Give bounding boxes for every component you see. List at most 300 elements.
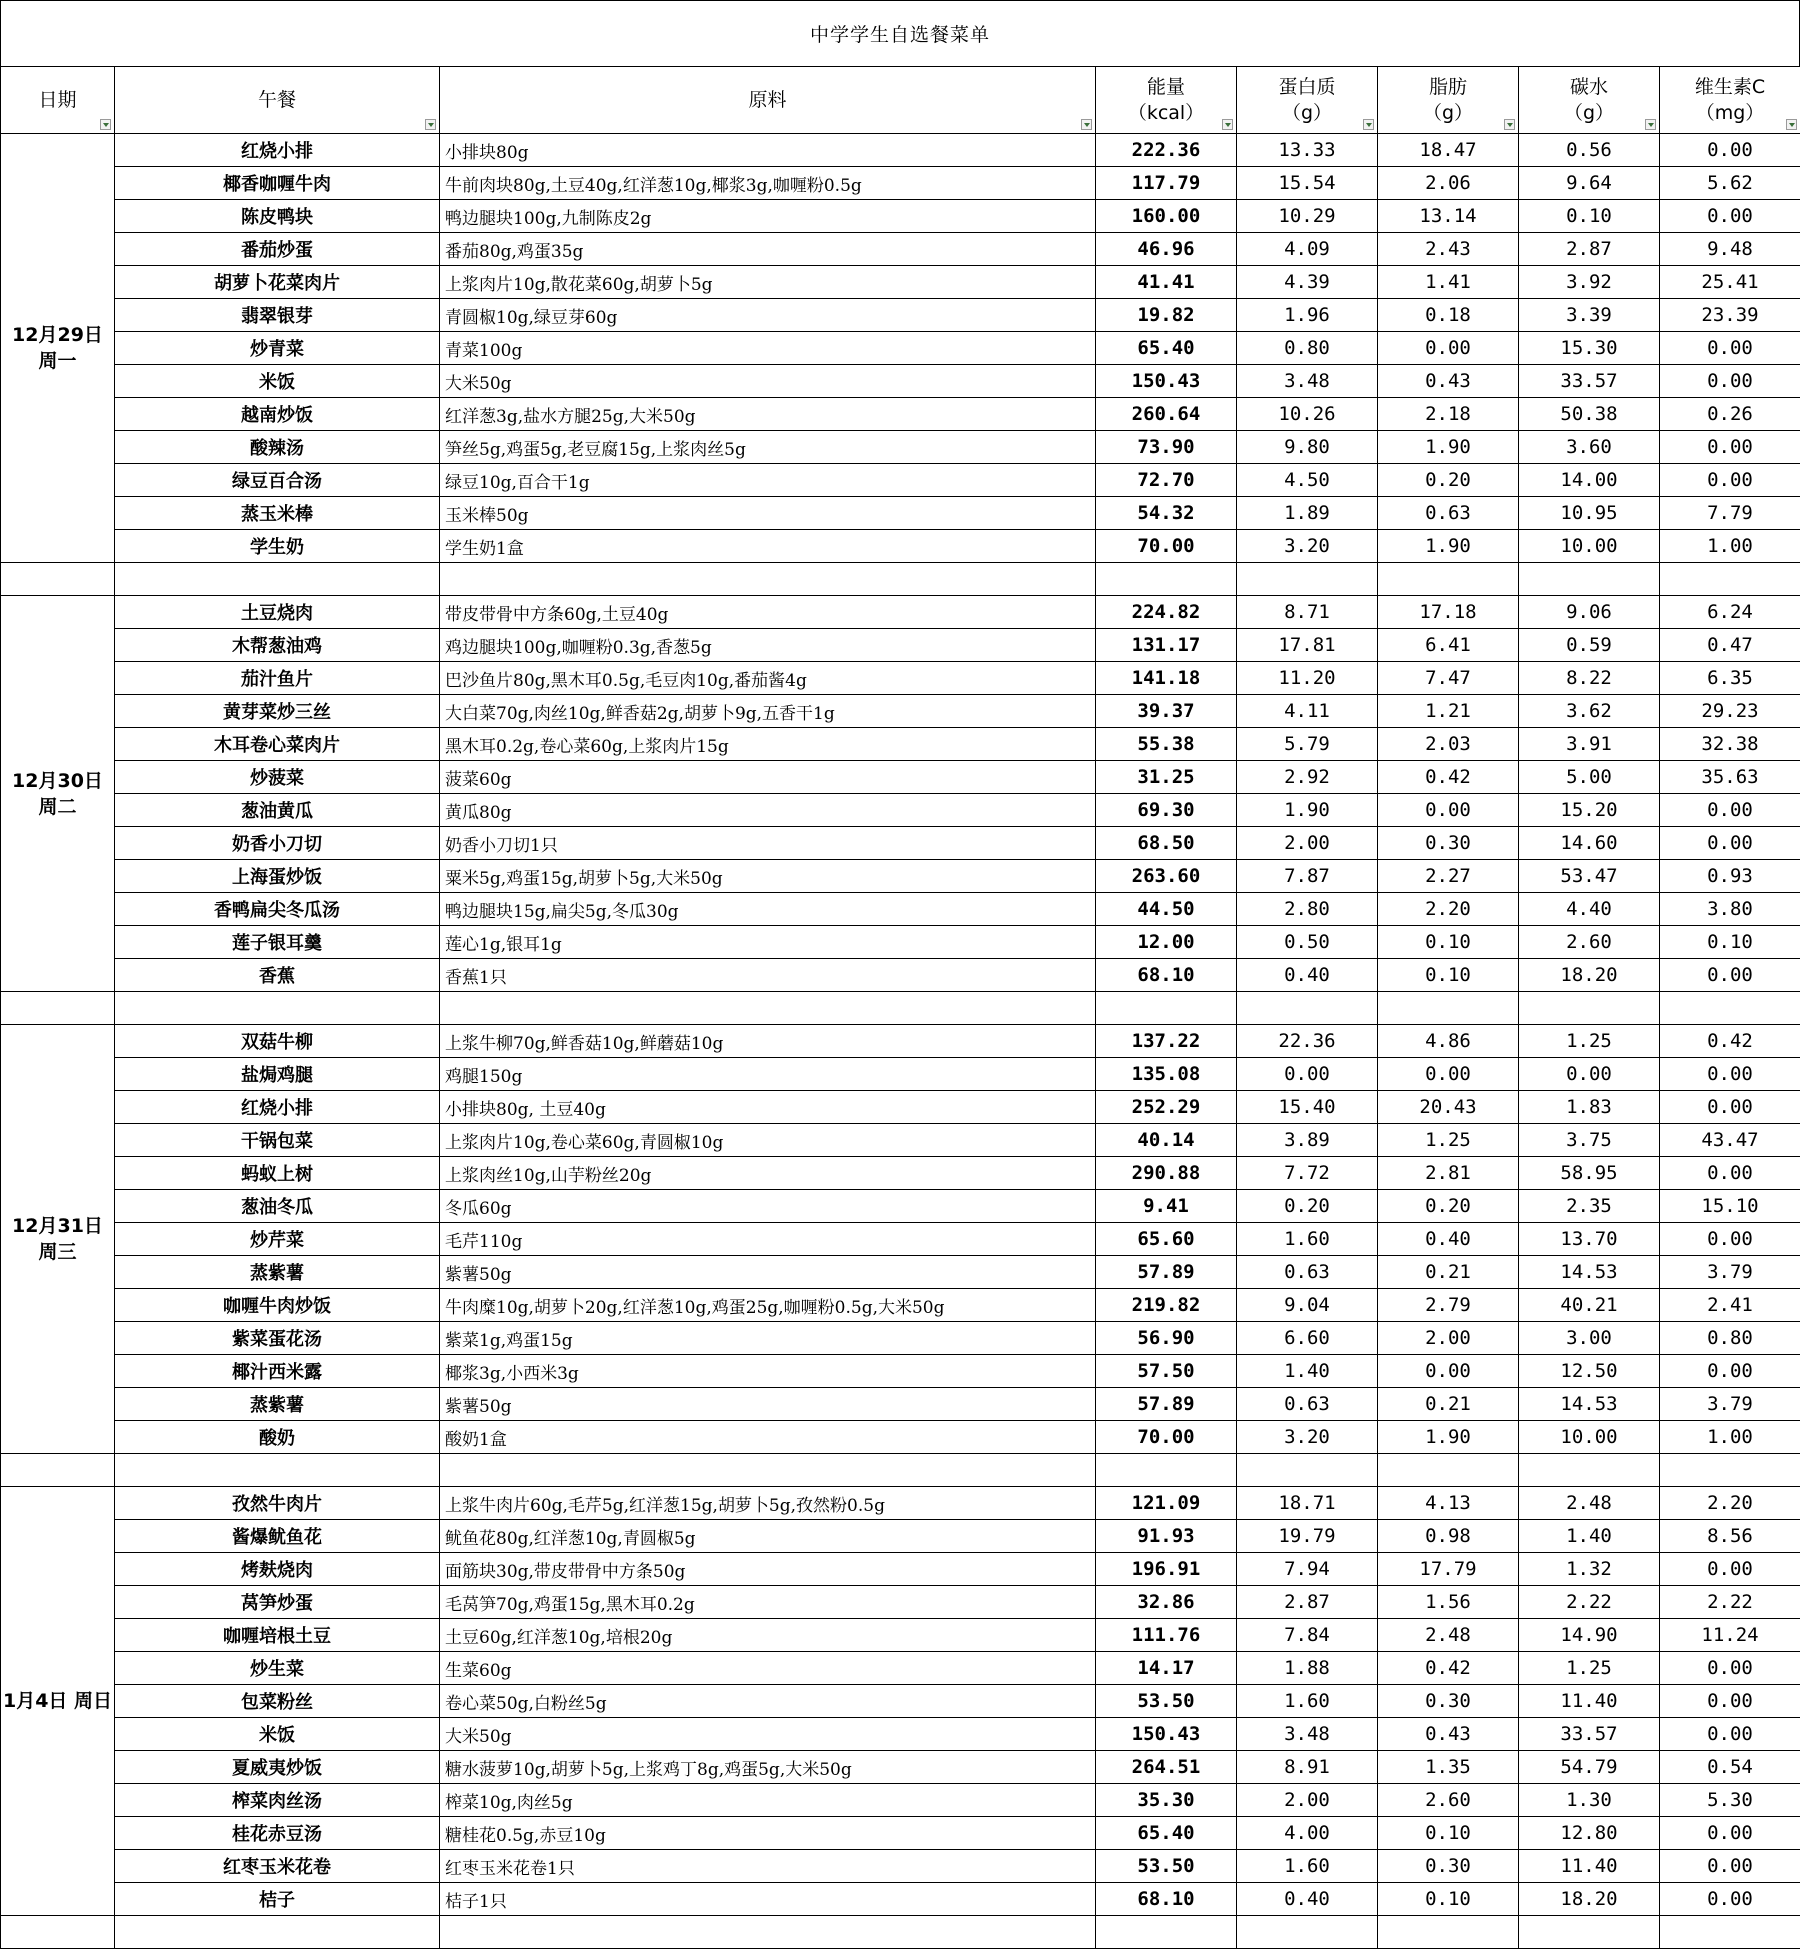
dish-cell[interactable]: 土豆烧肉 [115,596,440,629]
energy-cell[interactable]: 46.96 [1096,233,1237,266]
vitc-cell[interactable]: 5.62 [1660,167,1800,200]
energy-cell[interactable]: 69.30 [1096,794,1237,827]
protein-cell[interactable]: 17.81 [1237,629,1378,662]
energy-cell[interactable]: 73.90 [1096,431,1237,464]
energy-cell[interactable]: 68.50 [1096,827,1237,860]
dish-cell[interactable]: 蒸紫薯 [115,1256,440,1289]
ingredients-cell[interactable]: 巴沙鱼片80g,黑木耳0.5g,毛豆肉10g,番茄酱4g [440,662,1096,695]
fat-cell[interactable]: 17.79 [1378,1553,1519,1586]
empty-cell[interactable] [1,563,115,596]
dish-cell[interactable]: 陈皮鸭块 [115,200,440,233]
fat-cell[interactable]: 1.90 [1378,1421,1519,1454]
filter-dropdown-icon[interactable] [100,119,111,130]
protein-cell[interactable]: 8.71 [1237,596,1378,629]
fat-cell[interactable]: 2.00 [1378,1322,1519,1355]
ingredients-cell[interactable]: 莲心1g,银耳1g [440,926,1096,959]
fat-cell[interactable]: 13.14 [1378,200,1519,233]
header-protein[interactable]: 蛋白质 （g） [1237,67,1378,134]
ingredients-cell[interactable]: 红枣玉米花卷1只 [440,1850,1096,1883]
protein-cell[interactable]: 18.71 [1237,1487,1378,1520]
dish-cell[interactable]: 桂花赤豆汤 [115,1817,440,1850]
carb-cell[interactable]: 1.83 [1519,1091,1660,1124]
carb-cell[interactable]: 3.62 [1519,695,1660,728]
protein-cell[interactable]: 4.00 [1237,1817,1378,1850]
fat-cell[interactable]: 0.42 [1378,1652,1519,1685]
fat-cell[interactable]: 18.47 [1378,134,1519,167]
empty-cell[interactable] [1096,992,1237,1025]
carb-cell[interactable]: 13.70 [1519,1223,1660,1256]
energy-cell[interactable]: 196.91 [1096,1553,1237,1586]
vitc-cell[interactable]: 7.79 [1660,497,1800,530]
energy-cell[interactable]: 41.41 [1096,266,1237,299]
vitc-cell[interactable]: 0.00 [1660,134,1800,167]
vitc-cell[interactable]: 15.10 [1660,1190,1800,1223]
dish-cell[interactable]: 莴笋炒蛋 [115,1586,440,1619]
energy-cell[interactable]: 141.18 [1096,662,1237,695]
dish-cell[interactable]: 米饭 [115,1718,440,1751]
empty-cell[interactable] [115,563,440,596]
energy-cell[interactable]: 135.08 [1096,1058,1237,1091]
protein-cell[interactable]: 4.50 [1237,464,1378,497]
ingredients-cell[interactable]: 菠菜60g [440,761,1096,794]
ingredients-cell[interactable]: 榨菜10g,肉丝5g [440,1784,1096,1817]
fat-cell[interactable]: 2.27 [1378,860,1519,893]
fat-cell[interactable]: 0.42 [1378,761,1519,794]
energy-cell[interactable]: 44.50 [1096,893,1237,926]
date-cell[interactable]: 12月29日 周一 [1,134,115,563]
carb-cell[interactable]: 3.00 [1519,1322,1660,1355]
vitc-cell[interactable]: 0.00 [1660,1223,1800,1256]
vitc-cell[interactable]: 0.42 [1660,1025,1800,1058]
fat-cell[interactable]: 0.98 [1378,1520,1519,1553]
carb-cell[interactable]: 53.47 [1519,860,1660,893]
energy-cell[interactable]: 68.10 [1096,1883,1237,1916]
header-energy[interactable]: 能量 （kcal） [1096,67,1237,134]
ingredients-cell[interactable]: 鸡腿150g [440,1058,1096,1091]
fat-cell[interactable]: 0.00 [1378,332,1519,365]
carb-cell[interactable]: 1.40 [1519,1520,1660,1553]
ingredients-cell[interactable]: 糖水菠萝10g,胡萝卜5g,上浆鸡丁8g,鸡蛋5g,大米50g [440,1751,1096,1784]
protein-cell[interactable]: 13.33 [1237,134,1378,167]
vitc-cell[interactable]: 0.93 [1660,860,1800,893]
dish-cell[interactable]: 奶香小刀切 [115,827,440,860]
vitc-cell[interactable]: 8.56 [1660,1520,1800,1553]
protein-cell[interactable]: 15.40 [1237,1091,1378,1124]
vitc-cell[interactable]: 0.00 [1660,827,1800,860]
protein-cell[interactable]: 1.89 [1237,497,1378,530]
dish-cell[interactable]: 蒸玉米棒 [115,497,440,530]
energy-cell[interactable]: 54.32 [1096,497,1237,530]
ingredients-cell[interactable]: 番茄80g,鸡蛋35g [440,233,1096,266]
filter-dropdown-icon[interactable] [1222,119,1233,130]
ingredients-cell[interactable]: 带皮带骨中方条60g,土豆40g [440,596,1096,629]
protein-cell[interactable]: 3.20 [1237,530,1378,563]
protein-cell[interactable]: 0.20 [1237,1190,1378,1223]
empty-cell[interactable] [1,1454,115,1487]
dish-cell[interactable]: 盐焗鸡腿 [115,1058,440,1091]
empty-cell[interactable] [440,1454,1096,1487]
empty-cell[interactable] [1519,1916,1660,1949]
carb-cell[interactable]: 11.40 [1519,1850,1660,1883]
energy-cell[interactable]: 14.17 [1096,1652,1237,1685]
dish-cell[interactable]: 葱油黄瓜 [115,794,440,827]
dish-cell[interactable]: 葱油冬瓜 [115,1190,440,1223]
empty-cell[interactable] [115,1916,440,1949]
carb-cell[interactable]: 3.39 [1519,299,1660,332]
dish-cell[interactable]: 酸辣汤 [115,431,440,464]
protein-cell[interactable]: 1.96 [1237,299,1378,332]
dish-cell[interactable]: 夏威夷炒饭 [115,1751,440,1784]
dish-cell[interactable]: 番茄炒蛋 [115,233,440,266]
protein-cell[interactable]: 3.89 [1237,1124,1378,1157]
empty-cell[interactable] [1,1916,115,1949]
dish-cell[interactable]: 木帮葱油鸡 [115,629,440,662]
header-vitc[interactable]: 维生素C （mg） [1660,67,1800,134]
protein-cell[interactable]: 1.60 [1237,1850,1378,1883]
carb-cell[interactable]: 1.25 [1519,1025,1660,1058]
energy-cell[interactable]: 39.37 [1096,695,1237,728]
fat-cell[interactable]: 1.90 [1378,530,1519,563]
filter-dropdown-icon[interactable] [1504,119,1515,130]
protein-cell[interactable]: 9.04 [1237,1289,1378,1322]
header-fat[interactable]: 脂肪 （g） [1378,67,1519,134]
energy-cell[interactable]: 57.50 [1096,1355,1237,1388]
vitc-cell[interactable]: 1.00 [1660,1421,1800,1454]
energy-cell[interactable]: 219.82 [1096,1289,1237,1322]
carb-cell[interactable]: 58.95 [1519,1157,1660,1190]
carb-cell[interactable]: 0.10 [1519,200,1660,233]
fat-cell[interactable]: 1.21 [1378,695,1519,728]
empty-cell[interactable] [1237,992,1378,1025]
empty-cell[interactable] [1096,1916,1237,1949]
empty-cell[interactable] [115,992,440,1025]
dish-cell[interactable]: 包菜粉丝 [115,1685,440,1718]
protein-cell[interactable]: 0.80 [1237,332,1378,365]
carb-cell[interactable]: 2.60 [1519,926,1660,959]
energy-cell[interactable]: 57.89 [1096,1388,1237,1421]
vitc-cell[interactable]: 0.00 [1660,365,1800,398]
filter-dropdown-icon[interactable] [425,119,436,130]
carb-cell[interactable]: 1.25 [1519,1652,1660,1685]
vitc-cell[interactable]: 25.41 [1660,266,1800,299]
vitc-cell[interactable]: 0.00 [1660,1652,1800,1685]
energy-cell[interactable]: 70.00 [1096,530,1237,563]
ingredients-cell[interactable]: 生菜60g [440,1652,1096,1685]
dish-cell[interactable]: 蚂蚁上树 [115,1157,440,1190]
carb-cell[interactable]: 0.00 [1519,1058,1660,1091]
fat-cell[interactable]: 2.18 [1378,398,1519,431]
protein-cell[interactable]: 7.72 [1237,1157,1378,1190]
dish-cell[interactable]: 红烧小排 [115,134,440,167]
carb-cell[interactable]: 54.79 [1519,1751,1660,1784]
dish-cell[interactable]: 学生奶 [115,530,440,563]
header-date[interactable]: 日期 [1,67,115,134]
vitc-cell[interactable]: 3.79 [1660,1256,1800,1289]
fat-cell[interactable]: 0.21 [1378,1388,1519,1421]
energy-cell[interactable]: 19.82 [1096,299,1237,332]
ingredients-cell[interactable]: 紫薯50g [440,1388,1096,1421]
protein-cell[interactable]: 3.20 [1237,1421,1378,1454]
vitc-cell[interactable]: 0.00 [1660,1157,1800,1190]
protein-cell[interactable]: 4.11 [1237,695,1378,728]
ingredients-cell[interactable]: 红洋葱3g,盐水方腿25g,大米50g [440,398,1096,431]
dish-cell[interactable]: 椰汁西米露 [115,1355,440,1388]
vitc-cell[interactable]: 6.35 [1660,662,1800,695]
vitc-cell[interactable]: 0.00 [1660,200,1800,233]
fat-cell[interactable]: 2.20 [1378,893,1519,926]
carb-cell[interactable]: 0.59 [1519,629,1660,662]
fat-cell[interactable]: 0.00 [1378,1058,1519,1091]
protein-cell[interactable]: 2.00 [1237,1784,1378,1817]
vitc-cell[interactable]: 0.00 [1660,431,1800,464]
dish-cell[interactable]: 木耳卷心菜肉片 [115,728,440,761]
ingredients-cell[interactable]: 上浆肉丝10g,山芋粉丝20g [440,1157,1096,1190]
fat-cell[interactable]: 20.43 [1378,1091,1519,1124]
ingredients-cell[interactable]: 紫菜1g,鸡蛋15g [440,1322,1096,1355]
protein-cell[interactable]: 0.00 [1237,1058,1378,1091]
carb-cell[interactable]: 3.92 [1519,266,1660,299]
carb-cell[interactable]: 8.22 [1519,662,1660,695]
empty-cell[interactable] [440,563,1096,596]
protein-cell[interactable]: 11.20 [1237,662,1378,695]
empty-cell[interactable] [1660,992,1800,1025]
dish-cell[interactable]: 香鸭扁尖冬瓜汤 [115,893,440,926]
energy-cell[interactable]: 57.89 [1096,1256,1237,1289]
carb-cell[interactable]: 14.53 [1519,1256,1660,1289]
filter-dropdown-icon[interactable] [1363,119,1374,130]
vitc-cell[interactable]: 29.23 [1660,695,1800,728]
dish-cell[interactable]: 香蕉 [115,959,440,992]
fat-cell[interactable]: 0.20 [1378,464,1519,497]
vitc-cell[interactable]: 0.00 [1660,959,1800,992]
vitc-cell[interactable]: 0.00 [1660,1850,1800,1883]
dish-cell[interactable]: 紫菜蛋花汤 [115,1322,440,1355]
protein-cell[interactable]: 1.40 [1237,1355,1378,1388]
carb-cell[interactable]: 14.00 [1519,464,1660,497]
fat-cell[interactable]: 0.10 [1378,1883,1519,1916]
protein-cell[interactable]: 2.92 [1237,761,1378,794]
ingredients-cell[interactable]: 酸奶1盒 [440,1421,1096,1454]
energy-cell[interactable]: 131.17 [1096,629,1237,662]
vitc-cell[interactable]: 5.30 [1660,1784,1800,1817]
fat-cell[interactable]: 2.03 [1378,728,1519,761]
energy-cell[interactable]: 12.00 [1096,926,1237,959]
fat-cell[interactable]: 0.40 [1378,1223,1519,1256]
fat-cell[interactable]: 6.41 [1378,629,1519,662]
ingredients-cell[interactable]: 粟米5g,鸡蛋15g,胡萝卜5g,大米50g [440,860,1096,893]
dish-cell[interactable]: 红枣玉米花卷 [115,1850,440,1883]
fat-cell[interactable]: 1.25 [1378,1124,1519,1157]
vitc-cell[interactable]: 0.00 [1660,1685,1800,1718]
protein-cell[interactable]: 7.84 [1237,1619,1378,1652]
ingredients-cell[interactable]: 青菜100g [440,332,1096,365]
vitc-cell[interactable]: 0.00 [1660,1718,1800,1751]
ingredients-cell[interactable]: 糖桂花0.5g,赤豆10g [440,1817,1096,1850]
ingredients-cell[interactable]: 桔子1只 [440,1883,1096,1916]
carb-cell[interactable]: 33.57 [1519,365,1660,398]
carb-cell[interactable]: 4.40 [1519,893,1660,926]
energy-cell[interactable]: 264.51 [1096,1751,1237,1784]
energy-cell[interactable]: 53.50 [1096,1685,1237,1718]
vitc-cell[interactable]: 0.54 [1660,1751,1800,1784]
ingredients-cell[interactable]: 玉米棒50g [440,497,1096,530]
energy-cell[interactable]: 53.50 [1096,1850,1237,1883]
energy-cell[interactable]: 224.82 [1096,596,1237,629]
empty-cell[interactable] [1096,1454,1237,1487]
empty-cell[interactable] [1660,1916,1800,1949]
protein-cell[interactable]: 4.09 [1237,233,1378,266]
energy-cell[interactable]: 32.86 [1096,1586,1237,1619]
ingredients-cell[interactable]: 上浆牛肉片60g,毛芹5g,红洋葱15g,胡萝卜5g,孜然粉0.5g [440,1487,1096,1520]
energy-cell[interactable]: 222.36 [1096,134,1237,167]
dish-cell[interactable]: 炒青菜 [115,332,440,365]
ingredients-cell[interactable]: 紫薯50g [440,1256,1096,1289]
ingredients-cell[interactable]: 面筋块30g,带皮带骨中方条50g [440,1553,1096,1586]
vitc-cell[interactable]: 0.26 [1660,398,1800,431]
dish-cell[interactable]: 榨菜肉丝汤 [115,1784,440,1817]
fat-cell[interactable]: 0.30 [1378,827,1519,860]
protein-cell[interactable]: 0.40 [1237,959,1378,992]
carb-cell[interactable]: 10.00 [1519,1421,1660,1454]
empty-cell[interactable] [440,1916,1096,1949]
protein-cell[interactable]: 15.54 [1237,167,1378,200]
protein-cell[interactable]: 0.50 [1237,926,1378,959]
ingredients-cell[interactable]: 学生奶1盒 [440,530,1096,563]
protein-cell[interactable]: 3.48 [1237,1718,1378,1751]
ingredients-cell[interactable]: 上浆牛柳70g,鲜香菇10g,鲜蘑菇10g [440,1025,1096,1058]
vitc-cell[interactable]: 0.00 [1660,332,1800,365]
ingredients-cell[interactable]: 青圆椒10g,绿豆芽60g [440,299,1096,332]
empty-cell[interactable] [1096,563,1237,596]
ingredients-cell[interactable]: 黄瓜80g [440,794,1096,827]
protein-cell[interactable]: 1.90 [1237,794,1378,827]
energy-cell[interactable]: 56.90 [1096,1322,1237,1355]
energy-cell[interactable]: 55.38 [1096,728,1237,761]
protein-cell[interactable]: 8.91 [1237,1751,1378,1784]
ingredients-cell[interactable]: 奶香小刀切1只 [440,827,1096,860]
vitc-cell[interactable]: 9.48 [1660,233,1800,266]
dish-cell[interactable]: 蒸紫薯 [115,1388,440,1421]
energy-cell[interactable]: 40.14 [1096,1124,1237,1157]
carb-cell[interactable]: 12.50 [1519,1355,1660,1388]
protein-cell[interactable]: 9.80 [1237,431,1378,464]
energy-cell[interactable]: 260.64 [1096,398,1237,431]
filter-dropdown-icon[interactable] [1081,119,1092,130]
empty-cell[interactable] [1519,1454,1660,1487]
ingredients-cell[interactable]: 小排块80g [440,134,1096,167]
vitc-cell[interactable]: 0.00 [1660,1058,1800,1091]
filter-dropdown-icon[interactable] [1645,119,1656,130]
empty-cell[interactable] [1378,992,1519,1025]
vitc-cell[interactable]: 11.24 [1660,1619,1800,1652]
dish-cell[interactable]: 炒菠菜 [115,761,440,794]
energy-cell[interactable]: 117.79 [1096,167,1237,200]
ingredients-cell[interactable]: 绿豆10g,百合干1g [440,464,1096,497]
empty-cell[interactable] [1519,992,1660,1025]
vitc-cell[interactable]: 3.79 [1660,1388,1800,1421]
ingredients-cell[interactable]: 椰浆3g,小西米3g [440,1355,1096,1388]
dish-cell[interactable]: 干锅包菜 [115,1124,440,1157]
empty-cell[interactable] [1237,1916,1378,1949]
fat-cell[interactable]: 1.35 [1378,1751,1519,1784]
energy-cell[interactable]: 150.43 [1096,365,1237,398]
energy-cell[interactable]: 160.00 [1096,200,1237,233]
fat-cell[interactable]: 2.48 [1378,1619,1519,1652]
energy-cell[interactable]: 91.93 [1096,1520,1237,1553]
energy-cell[interactable]: 65.40 [1096,332,1237,365]
protein-cell[interactable]: 2.80 [1237,893,1378,926]
energy-cell[interactable]: 263.60 [1096,860,1237,893]
dish-cell[interactable]: 莲子银耳羹 [115,926,440,959]
protein-cell[interactable]: 4.39 [1237,266,1378,299]
dish-cell[interactable]: 酱爆鱿鱼花 [115,1520,440,1553]
carb-cell[interactable]: 3.60 [1519,431,1660,464]
vitc-cell[interactable]: 0.00 [1660,1553,1800,1586]
dish-cell[interactable]: 烤麸烧肉 [115,1553,440,1586]
ingredients-cell[interactable]: 鸭边腿块100g,九制陈皮2g [440,200,1096,233]
fat-cell[interactable]: 0.43 [1378,365,1519,398]
dish-cell[interactable]: 翡翠银芽 [115,299,440,332]
carb-cell[interactable]: 9.06 [1519,596,1660,629]
carb-cell[interactable]: 1.32 [1519,1553,1660,1586]
energy-cell[interactable]: 121.09 [1096,1487,1237,1520]
carb-cell[interactable]: 18.20 [1519,959,1660,992]
protein-cell[interactable]: 1.88 [1237,1652,1378,1685]
fat-cell[interactable]: 2.60 [1378,1784,1519,1817]
vitc-cell[interactable]: 35.63 [1660,761,1800,794]
energy-cell[interactable]: 252.29 [1096,1091,1237,1124]
energy-cell[interactable]: 111.76 [1096,1619,1237,1652]
carb-cell[interactable]: 14.60 [1519,827,1660,860]
protein-cell[interactable]: 3.48 [1237,365,1378,398]
empty-cell[interactable] [1660,563,1800,596]
dish-cell[interactable]: 炒生菜 [115,1652,440,1685]
carb-cell[interactable]: 10.95 [1519,497,1660,530]
vitc-cell[interactable]: 0.00 [1660,1883,1800,1916]
dish-cell[interactable]: 黄芽菜炒三丝 [115,695,440,728]
protein-cell[interactable]: 0.40 [1237,1883,1378,1916]
dish-cell[interactable]: 上海蛋炒饭 [115,860,440,893]
dish-cell[interactable]: 椰香咖喱牛肉 [115,167,440,200]
vitc-cell[interactable]: 2.20 [1660,1487,1800,1520]
vitc-cell[interactable]: 0.00 [1660,1091,1800,1124]
fat-cell[interactable]: 0.00 [1378,794,1519,827]
vitc-cell[interactable]: 43.47 [1660,1124,1800,1157]
vitc-cell[interactable]: 0.47 [1660,629,1800,662]
fat-cell[interactable]: 1.90 [1378,431,1519,464]
empty-cell[interactable] [1660,1454,1800,1487]
carb-cell[interactable]: 2.48 [1519,1487,1660,1520]
carb-cell[interactable]: 1.30 [1519,1784,1660,1817]
energy-cell[interactable]: 137.22 [1096,1025,1237,1058]
fat-cell[interactable]: 4.86 [1378,1025,1519,1058]
protein-cell[interactable]: 2.00 [1237,827,1378,860]
vitc-cell[interactable]: 0.00 [1660,794,1800,827]
carb-cell[interactable]: 15.30 [1519,332,1660,365]
protein-cell[interactable]: 7.87 [1237,860,1378,893]
vitc-cell[interactable]: 0.00 [1660,464,1800,497]
fat-cell[interactable]: 0.43 [1378,1718,1519,1751]
fat-cell[interactable]: 17.18 [1378,596,1519,629]
dish-cell[interactable]: 胡萝卜花菜肉片 [115,266,440,299]
dish-cell[interactable]: 双菇牛柳 [115,1025,440,1058]
empty-cell[interactable] [1378,1916,1519,1949]
dish-cell[interactable]: 桔子 [115,1883,440,1916]
ingredients-cell[interactable]: 鱿鱼花80g,红洋葱10g,青圆椒5g [440,1520,1096,1553]
empty-cell[interactable] [440,992,1096,1025]
carb-cell[interactable]: 5.00 [1519,761,1660,794]
dish-cell[interactable]: 孜然牛肉片 [115,1487,440,1520]
